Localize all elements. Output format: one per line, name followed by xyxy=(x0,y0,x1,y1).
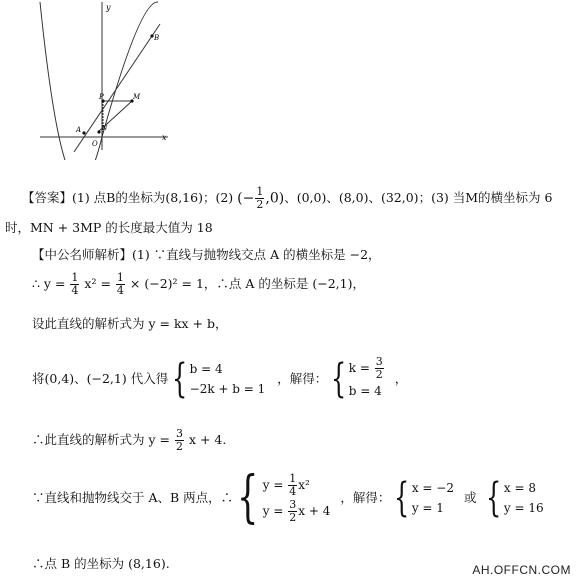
label-B: B xyxy=(154,34,160,42)
analysis-line-3: 设此直线的解析式为 y = kx + b， xyxy=(32,316,228,331)
frac-th3-den: 2 xyxy=(289,511,297,524)
frac-q3-den: 4 xyxy=(289,485,297,498)
label-P: P xyxy=(99,93,104,101)
l6-or: 或 xyxy=(463,490,477,505)
frac-half-num: 1 xyxy=(256,185,264,198)
frac-q2-num: 1 xyxy=(116,271,124,284)
answer-prefix: 【答案】(1) 点B的坐标为 xyxy=(22,190,166,205)
frac-q1-num: 1 xyxy=(71,271,79,284)
frac-th1-num: 3 xyxy=(375,355,383,368)
l4-k: k = xyxy=(348,361,370,375)
l5-a: ∴此直线的解析式为 y = xyxy=(32,432,170,447)
analysis-line-5 xyxy=(32,428,226,453)
l2-b: x² = xyxy=(84,276,111,291)
l5-b: x + 4. xyxy=(188,432,227,447)
frac-th2-den: 2 xyxy=(175,440,183,453)
l6-r3: x = 8 xyxy=(503,481,536,495)
l6-r1: x = −2 xyxy=(411,481,454,495)
l6-s2b: x + 4 xyxy=(298,504,331,518)
l6-s1: y = xyxy=(262,478,284,492)
l6-r2: y = 1 xyxy=(411,501,444,515)
brace-1: { xyxy=(172,355,188,402)
brace-3: { xyxy=(237,465,259,530)
answer-part3: ；(3) 当M的横坐标为 6 xyxy=(418,190,553,205)
label-x: x xyxy=(162,133,167,142)
l2-c: × (−2)² = 1，∴点 A 的坐标是 (−2,1)， xyxy=(129,276,365,291)
l4-sys2: −2k + b = 1 xyxy=(189,381,266,396)
frac-half-den: 2 xyxy=(256,198,264,211)
frac-th1-den: 2 xyxy=(375,368,383,381)
analysis-line-2 xyxy=(32,272,365,297)
answer-line-2: 时，MN + 3MP 的长度最大值为 18 xyxy=(5,220,213,235)
frac-th3-num: 3 xyxy=(289,498,297,511)
label-y: y xyxy=(106,3,111,12)
frac-q3-num: 1 xyxy=(289,472,297,485)
answer-part2: ；(2) xyxy=(202,190,234,205)
brace-2: { xyxy=(331,355,347,402)
l4-b: ，解得： xyxy=(277,370,328,386)
l6-a: ∵直线和抛物线交于 A、B 两点，∴ xyxy=(32,490,234,505)
l4-b4: b = 4 xyxy=(348,384,382,398)
answer-points: 、(0,0)、(8,0)、(32,0) xyxy=(284,190,419,205)
brace-5: { xyxy=(486,475,502,521)
answer-line-1 xyxy=(22,186,552,211)
analysis-line-6 xyxy=(32,465,544,530)
label-N: N xyxy=(102,125,108,132)
analysis-title: 【中公名师解析】(1) ∵直线与抛物线交点 A 的横坐标是 −2， xyxy=(32,247,381,262)
l6-r4: y = 16 xyxy=(503,501,544,515)
answer-b-coord: (8,16) xyxy=(165,190,203,205)
site-watermark: AH.OFFCN.COM xyxy=(472,563,571,577)
answer-frac-point: (− $\frac{1}{2}$ ,0) xyxy=(237,185,285,211)
l2-a: ∴ y = xyxy=(32,276,66,291)
l6-s1b: x² xyxy=(298,478,310,492)
brace-4: { xyxy=(394,475,410,521)
label-A: A xyxy=(76,126,82,134)
label-M: M xyxy=(133,93,141,101)
frac-q1-den: 4 xyxy=(71,284,79,297)
l6-b: ，解得： xyxy=(340,490,391,505)
l4-a: 将(0,4)、(−2,1) 代入得 xyxy=(32,370,169,386)
analysis-line-4: 将(0,4)、(−2,1) 代入得 { b = 4 −2k + b = 1 ，解得： { k = $\frac{3}{2}$ b = 4 ， xyxy=(32,355,408,402)
analysis-line-7: ∴点 B 的坐标为 (8,16). xyxy=(32,556,170,571)
frac-th2-num: 3 xyxy=(175,427,183,440)
label-O: O xyxy=(92,140,98,148)
frac-q2-den: 4 xyxy=(116,284,124,297)
l4-sys1: b = 4 xyxy=(189,361,223,376)
l6-s2: y = xyxy=(262,504,284,518)
parabola-graph xyxy=(30,0,180,160)
